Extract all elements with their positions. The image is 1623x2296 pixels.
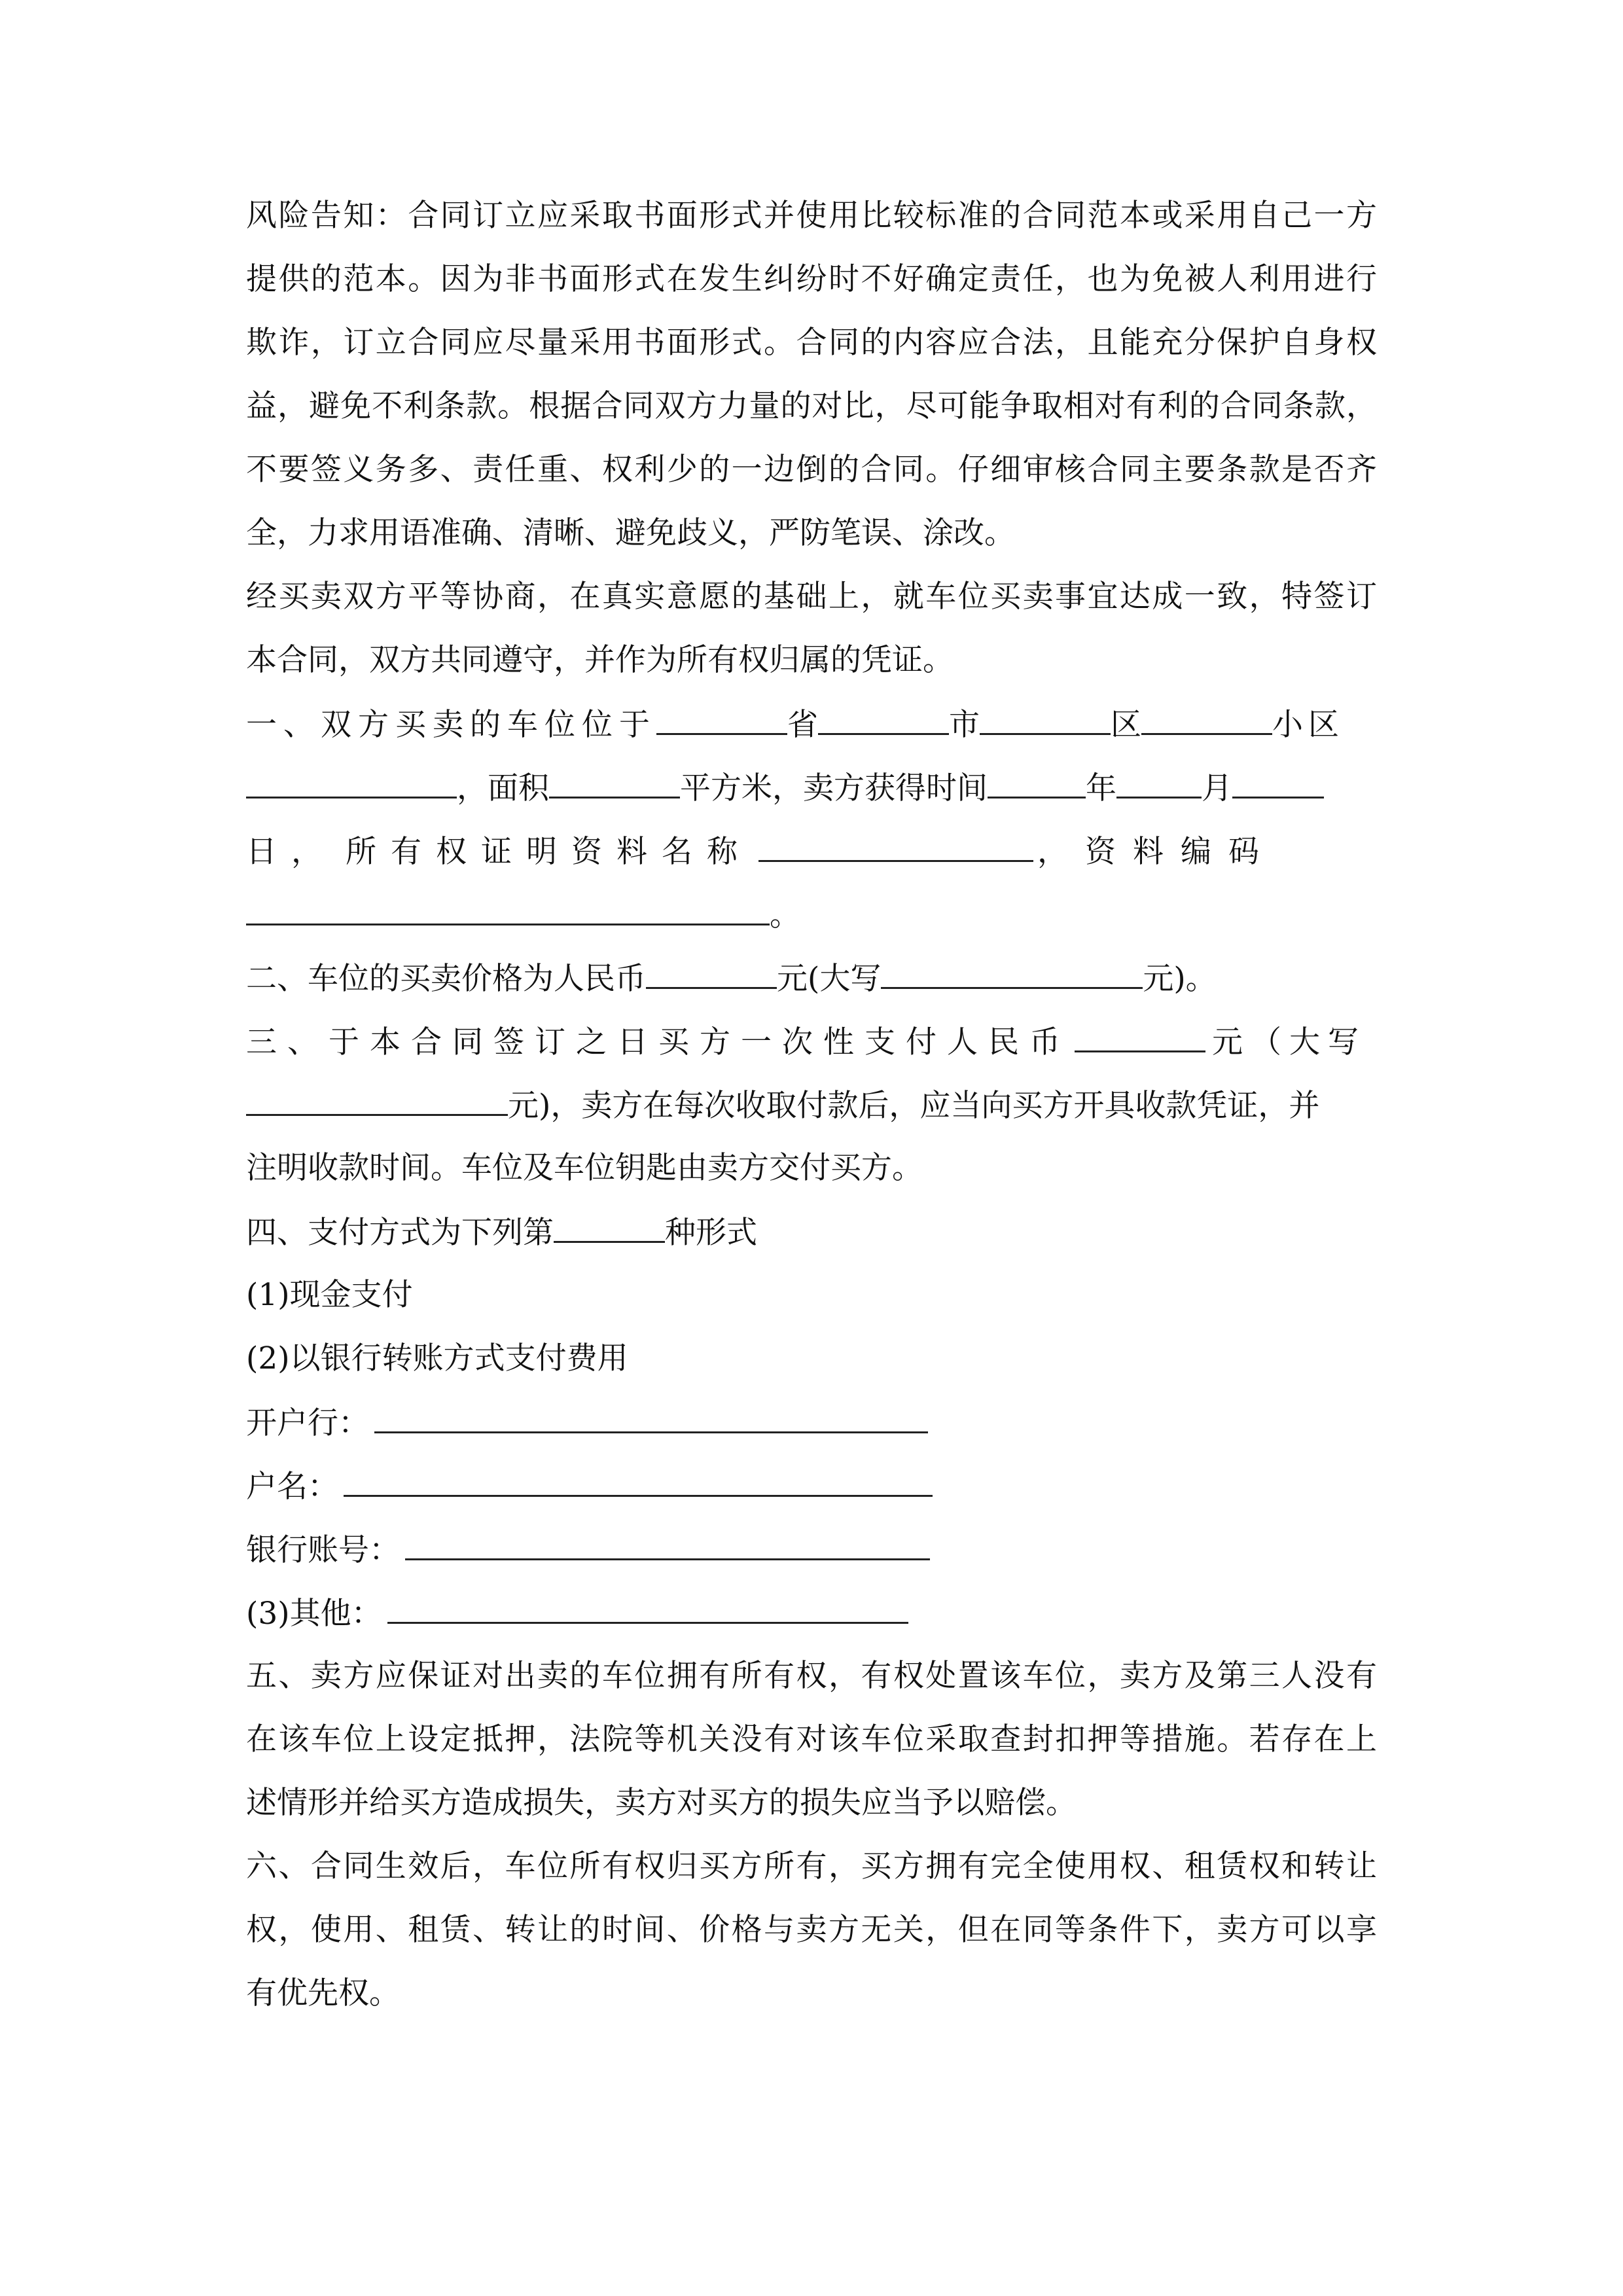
community-name-blank[interactable] [246,768,457,798]
clause1-line-1 [246,704,1377,744]
month-blank[interactable] [1116,768,1202,798]
community-label: 小区 [1272,707,1344,743]
month-label: 月 [1202,770,1232,806]
account-name-label: 户名： [246,1469,338,1505]
clause5-line-2: 在该车位上设定抵押，法院等机关没有对该车位采取查封扣押等措施。若存在上 [246,1721,1377,1757]
clause3-pay-label: 三、于本合同签订之日买方一次性支付人民币 [246,1024,1071,1060]
price-capital-blank[interactable] [881,958,1143,989]
risk-line-6: 全，力求用语准确、清晰、避免歧义，严防笔误、涂改。 [246,515,1015,551]
clause5-line-3: 述情形并给买方造成损失，卖方对买方的损失应当予以赔偿。 [246,1785,1077,1821]
account-number-blank[interactable] [405,1530,930,1560]
risk-line-3: 欺诈，订立合同应尽量采用书面形式。合同的内容应合法，且能充分保护自身权 [246,325,1377,361]
payment-method-blank[interactable] [554,1212,665,1243]
risk-line-2: 提供的范本。因为非书面形式在发生纠纷时不好确定责任，也为免被人利用进行 [246,261,1377,297]
clause1-line-4 [246,895,800,934]
clause1-location-label: 一、双方买卖的车位位于 [246,707,656,743]
bank-label: 开户行： [246,1405,369,1441]
clause2-capital-label: 元(大写 [777,961,882,997]
clause3-line-1 [246,1022,1366,1061]
cert-name-blank[interactable] [758,831,1033,862]
clause3-line-2 [246,1085,1319,1124]
area-blank[interactable] [549,768,680,798]
clause3-capital-label: 元（大写 [1212,1024,1366,1060]
payment-option-cash: (1)现金支付 [246,1277,413,1313]
community-blank[interactable] [1141,704,1272,735]
year-label: 年 [1086,770,1116,806]
district-label: 区 [1111,707,1141,743]
area-unit-label: 平方米，卖方获得时间 [680,770,988,806]
clause4-form-label: 种形式 [665,1215,757,1251]
clause1-line-2 [246,768,1324,807]
clause6-line-3: 有优先权。 [246,1975,400,2011]
risk-line-5: 不要签义务多、责任重、权利少的一边倒的合同。仔细审核合同主要条款是否齐 [246,452,1377,488]
cert-no-blank[interactable] [246,895,770,925]
price-blank[interactable] [646,958,777,989]
other-option-label: (3)其他： [246,1596,382,1632]
area-label: ，面积 [457,770,549,806]
intro-line-1: 经买卖双方平等协商，在真实意愿的基础上，就车位买卖事宜达成一致，特签订 [246,579,1377,615]
account-number-line [246,1530,930,1569]
day-label: 日， [246,834,336,870]
intro-line-2: 本合同，双方共同遵守，并作为所有权归属的凭证。 [246,642,954,678]
other-option-blank[interactable] [387,1593,908,1624]
city-blank[interactable] [818,704,949,735]
clause3-line-3: 注明收款时间。车位及车位钥匙由卖方交付买方。 [246,1150,923,1186]
clause6-line-2: 权，使用、租赁、转让的时间、价格与卖方无关，但在同等条件下，卖方可以享 [246,1912,1377,1948]
clause2-end: 元)。 [1143,961,1217,997]
province-blank[interactable] [656,704,787,735]
lump-sum-capital-blank[interactable] [246,1085,508,1116]
day-blank[interactable] [1232,768,1324,798]
clause3-receipt-text: 元)，卖方在每次收取付款后，应当向买方开具收款凭证，并 [508,1088,1320,1124]
clause1-end: 。 [770,897,800,933]
city-label: 市 [949,707,980,743]
account-name-blank[interactable] [344,1466,933,1497]
cert-name-label: 所有权证明资料名称 [346,834,752,870]
cert-no-label: ，资料编码 [1037,834,1276,870]
province-label: 省 [787,707,818,743]
clause2-price-label: 二、车位的买卖价格为人民币 [246,961,646,997]
clause4-line-1 [246,1212,757,1251]
clause6-line-1: 六、合同生效后，车位所有权归买方所有，买方拥有完全使用权、租赁权和转让 [246,1848,1377,1884]
account-name-line [246,1466,933,1505]
bank-line [246,1403,928,1442]
district-blank[interactable] [980,704,1111,735]
risk-line-1: 风险告知：合同订立应采取书面形式并使用比较标准的合同范本或采用自己一方 [246,198,1377,234]
account-number-label: 银行账号： [246,1532,400,1568]
payment-option-transfer: (2)以银行转账方式支付费用 [246,1340,628,1376]
clause5-line-1: 五、卖方应保证对出卖的车位拥有所有权，有权处置该车位，卖方及第三人没有 [246,1658,1377,1694]
clause1-line-3 [246,831,1276,870]
risk-line-4: 益，避免不利条款。根据合同双方力量的对比，尽可能争取相对有利的合同条款， [246,388,1377,424]
year-blank[interactable] [988,768,1086,798]
clause4-method-label: 四、支付方式为下列第 [246,1215,554,1251]
lump-sum-blank[interactable] [1075,1022,1205,1052]
other-option-line [246,1593,908,1632]
clause2-line [246,958,1217,997]
bank-blank[interactable] [374,1403,928,1433]
